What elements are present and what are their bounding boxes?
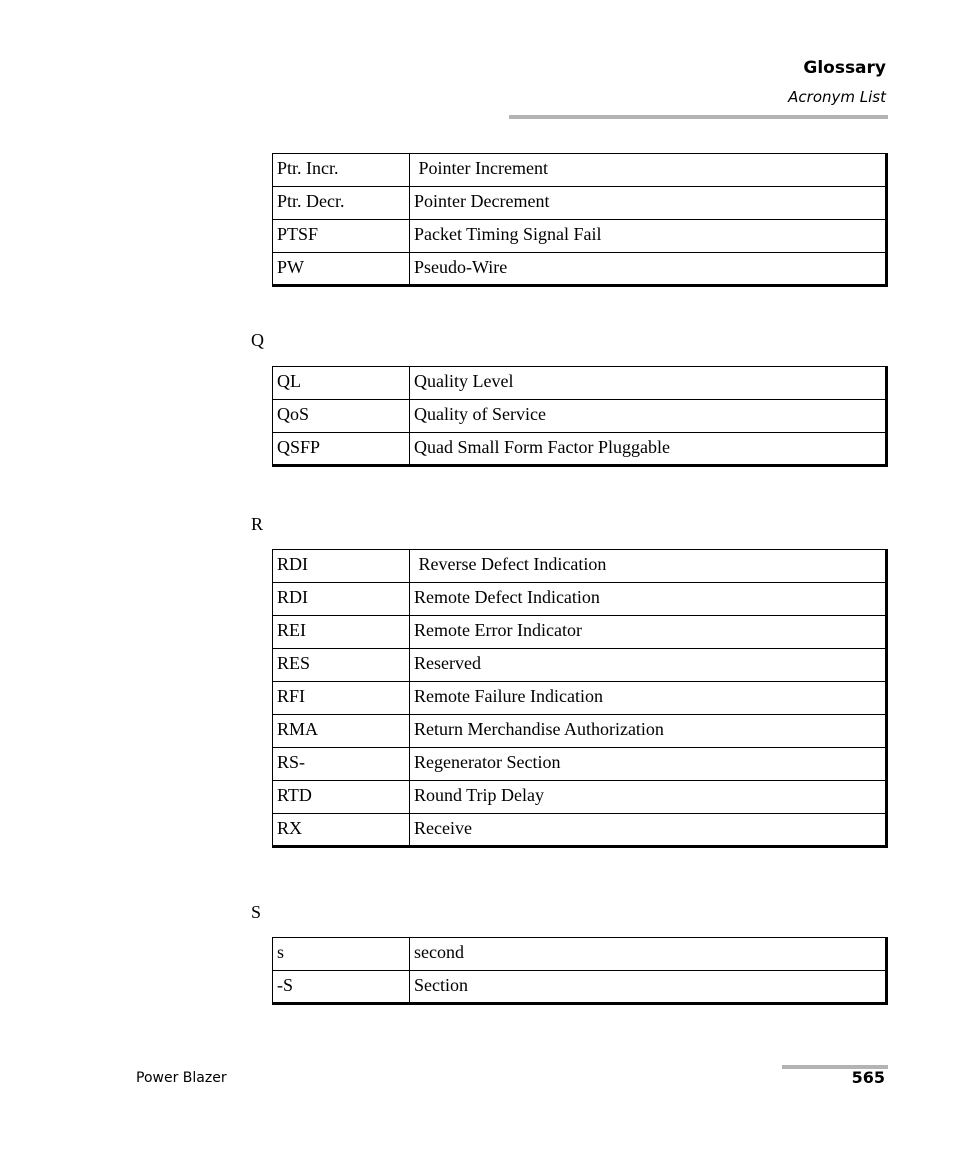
table-row (273, 187, 887, 220)
acronym-cell: RDI (273, 550, 410, 583)
definition-cell: Quality Level (410, 367, 887, 400)
table-row (273, 583, 887, 616)
acronym-cell: RMA (273, 715, 410, 748)
definition-cell: Regenerator Section (410, 748, 887, 781)
definition-cell: second (410, 938, 887, 971)
table-row (273, 253, 887, 286)
acronym-table-q (272, 366, 888, 467)
acronym-cell: RDI (273, 583, 410, 616)
acronym-cell: -S (273, 971, 410, 1004)
definition-cell: Remote Failure Indication (410, 682, 887, 715)
acronym-cell: RS- (273, 748, 410, 781)
table-row (273, 814, 887, 847)
table-row (273, 748, 887, 781)
table-row (273, 616, 887, 649)
acronym-cell: REI (273, 616, 410, 649)
section-subtitle: Acronym List (788, 88, 886, 106)
definition-cell: Remote Error Indicator (410, 616, 887, 649)
acronym-cell: QSFP (273, 433, 410, 466)
acronym-cell: Ptr. Incr. (273, 154, 410, 187)
section-letter-q: Q (251, 330, 264, 350)
acronym-cell: RES (273, 649, 410, 682)
definition-cell: Reverse Defect Indication (410, 550, 887, 583)
definition-cell: Round Trip Delay (410, 781, 887, 814)
acronym-cell: Ptr. Decr. (273, 187, 410, 220)
table-row (273, 367, 887, 400)
definition-cell: Section (410, 971, 887, 1004)
table-row (273, 938, 887, 971)
definition-cell: Packet Timing Signal Fail (410, 220, 887, 253)
definition-cell: Pointer Increment (410, 154, 887, 187)
acronym-table-p (272, 153, 888, 287)
acronym-cell: QL (273, 367, 410, 400)
table-row (273, 715, 887, 748)
acronym-cell: RTD (273, 781, 410, 814)
product-name: Power Blazer (136, 1070, 227, 1086)
header-rule (509, 115, 888, 119)
section-letter-r: R (251, 514, 264, 534)
table-row (273, 400, 887, 433)
acronym-table-r (272, 549, 888, 848)
acronym-cell: QoS (273, 400, 410, 433)
table-row (273, 682, 887, 715)
acronym-table-s (272, 937, 888, 1005)
definition-cell: Quality of Service (410, 400, 887, 433)
table-row (273, 433, 887, 466)
table-row (273, 220, 887, 253)
table-row (273, 649, 887, 682)
table-row (273, 971, 887, 1004)
acronym-cell: s (273, 938, 410, 971)
definition-cell: Reserved (410, 649, 887, 682)
table-row (273, 781, 887, 814)
acronym-cell: PTSF (273, 220, 410, 253)
definition-cell: Pointer Decrement (410, 187, 887, 220)
acronym-cell: RX (273, 814, 410, 847)
definition-cell: Remote Defect Indication (410, 583, 887, 616)
table-row (273, 154, 887, 187)
acronym-cell: RFI (273, 682, 410, 715)
definition-cell: Return Merchandise Authorization (410, 715, 887, 748)
chapter-title: Glossary (803, 58, 886, 78)
page-number: 565 (851, 1068, 885, 1087)
table-row (273, 550, 887, 583)
definition-cell: Quad Small Form Factor Pluggable (410, 433, 887, 466)
definition-cell: Receive (410, 814, 887, 847)
section-letter-s: S (251, 902, 262, 922)
acronym-cell: PW (273, 253, 410, 286)
definition-cell: Pseudo-Wire (410, 253, 887, 286)
